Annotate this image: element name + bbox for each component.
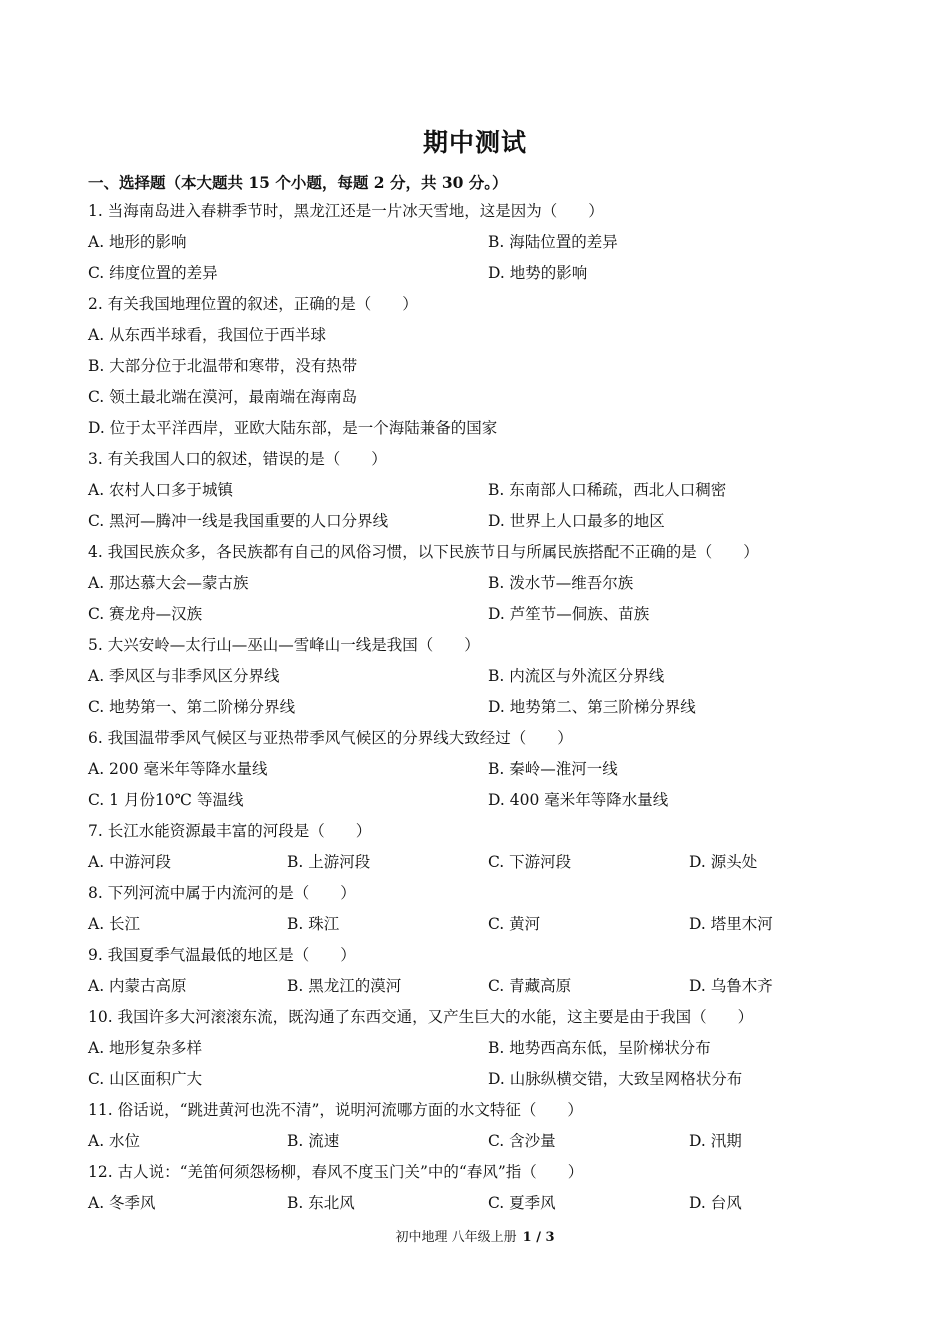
option-a: A. 中游河段 — [88, 853, 172, 871]
option-c: C. 山区面积广大 — [88, 1070, 203, 1088]
option-b: B. 海陆位置的差异 — [488, 233, 618, 251]
footer-text: 初中地理 八年级上册 — [395, 1230, 517, 1245]
page-footer — [0, 1226, 950, 1245]
question-stem: 6. 我国温带季风气候区与亚热带季风气候区的分界线大致经过（ ） — [88, 729, 573, 747]
option-a: A. 水位 — [88, 1132, 141, 1150]
option-row — [88, 1126, 868, 1157]
section-heading: 一、选择题（本大题共 15 个小题，每题 2 分，共 30 分。） — [88, 173, 508, 192]
option-b: B. 黑龙江的漠河 — [287, 977, 402, 995]
option-c: C. 含沙量 — [488, 1132, 556, 1150]
question-stem: 12. 古人说：“羌笛何须怨杨柳，春风不度玉门关”中的“春风”指（ ） — [88, 1163, 584, 1181]
option-row — [88, 971, 868, 1002]
option-a: A. 季风区与非季风区分界线 — [88, 667, 280, 685]
option-c: C. 青藏高原 — [488, 977, 572, 995]
option-a: A. 农村人口多于城镇 — [88, 481, 234, 499]
question-list — [88, 196, 868, 1219]
option-b: B. 泼水节—维吾尔族 — [488, 574, 634, 592]
question-stem: 3. 有关我国人口的叙述，错误的是（ ） — [88, 450, 387, 468]
option-row — [88, 909, 868, 940]
page-number: 1 / 3 — [522, 1230, 555, 1245]
option-row — [88, 599, 868, 630]
option-a: A. 200 毫米年等降水量线 — [88, 760, 268, 778]
option-c: C. 领土最北端在漠河，最南端在海南岛 — [88, 388, 358, 406]
option-row — [88, 785, 868, 816]
question-stem: 9. 我国夏季气温最低的地区是（ ） — [88, 946, 356, 964]
option-d: D. 汛期 — [689, 1132, 742, 1150]
option-d: D. 400 毫米年等降水量线 — [488, 791, 669, 809]
option-b: B. 上游河段 — [287, 853, 371, 871]
option-b: B. 东北风 — [287, 1194, 355, 1212]
option-b: B. 秦岭—淮河一线 — [488, 760, 618, 778]
option-c: C. 黑河—腾冲一线是我国重要的人口分界线 — [88, 512, 389, 530]
option-b: B. 流速 — [287, 1132, 340, 1150]
option-d: D. 地势的影响 — [488, 264, 588, 282]
option-row — [88, 1033, 868, 1064]
option-row — [88, 258, 868, 289]
option-d: D. 台风 — [689, 1194, 742, 1212]
option-c: C. 黄河 — [488, 915, 541, 933]
option-row — [88, 506, 868, 537]
option-a: A. 从东西半球看，我国位于西半球 — [88, 326, 327, 344]
option-c: C. 夏季风 — [488, 1194, 556, 1212]
option-c: C. 下游河段 — [488, 853, 572, 871]
option-row — [88, 692, 868, 723]
option-b: B. 大部分位于北温带和寒带，没有热带 — [88, 357, 358, 375]
option-b: B. 内流区与外流区分界线 — [488, 667, 665, 685]
option-a: A. 冬季风 — [88, 1194, 156, 1212]
option-d: D. 芦笙节—侗族、苗族 — [488, 605, 650, 623]
option-row — [88, 847, 868, 878]
option-row — [88, 1064, 868, 1095]
option-a: A. 长江 — [88, 915, 141, 933]
option-d: D. 源头处 — [689, 853, 758, 871]
option-row — [88, 661, 868, 692]
option-d: D. 位于太平洋西岸，亚欧大陆东部，是一个海陆兼备的国家 — [88, 419, 498, 437]
option-c: C. 地势第一、第二阶梯分界线 — [88, 698, 296, 716]
option-d: D. 塔里木河 — [689, 915, 773, 933]
question-stem: 4. 我国民族众多，各民族都有自己的风俗习惯，以下民族节日与所属民族搭配不正确的是（ ） — [88, 543, 759, 561]
option-c: C. 赛龙舟—汉族 — [88, 605, 203, 623]
option-d: D. 山脉纵横交错，大致呈网格状分布 — [488, 1070, 743, 1088]
question-stem: 1. 当海南岛进入春耕季节时，黑龙江还是一片冰天雪地，这是因为（ ） — [88, 202, 604, 220]
option-row — [88, 1188, 868, 1219]
option-b: B. 地势西高东低，呈阶梯状分布 — [488, 1039, 711, 1057]
question-stem: 10. 我国许多大河滚滚东流，既沟通了东西交通，又产生巨大的水能，这主要是由于我国（ ） — [88, 1008, 754, 1026]
option-a: A. 地形的影响 — [88, 233, 187, 251]
option-c: C. 纬度位置的差异 — [88, 264, 218, 282]
option-a: A. 那达慕大会—蒙古族 — [88, 574, 249, 592]
page-title: 期中测试 — [422, 128, 527, 157]
question-stem: 5. 大兴安岭—太行山—巫山—雪峰山一线是我国（ ） — [88, 636, 480, 654]
option-d: D. 世界上人口最多的地区 — [488, 512, 665, 530]
option-row — [88, 475, 868, 506]
option-row — [88, 754, 868, 785]
option-b: B. 珠江 — [287, 915, 340, 933]
question-stem: 8. 下列河流中属于内流河的是（ ） — [88, 884, 356, 902]
question-stem: 11. 俗话说，“跳进黄河也洗不清”，说明河流哪方面的水文特征（ ） — [88, 1101, 583, 1119]
question-stem: 7. 长江水能资源最丰富的河段是（ ） — [88, 822, 372, 840]
question-stem: 2. 有关我国地理位置的叙述，正确的是（ ） — [88, 295, 418, 313]
option-a: A. 内蒙古高原 — [88, 977, 187, 995]
option-a: A. 地形复杂多样 — [88, 1039, 203, 1057]
option-c: C. 1 月份10℃ 等温线 — [88, 791, 244, 809]
option-d: D. 地势第二、第三阶梯分界线 — [488, 698, 696, 716]
option-row — [88, 568, 868, 599]
option-d: D. 乌鲁木齐 — [689, 977, 773, 995]
option-row — [88, 227, 868, 258]
option-b: B. 东南部人口稀疏，西北人口稠密 — [488, 481, 727, 499]
